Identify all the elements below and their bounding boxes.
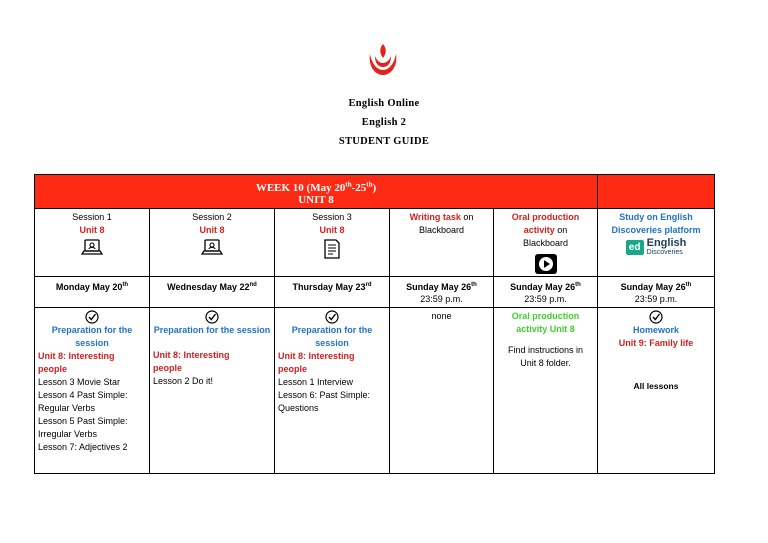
deadline-time: 23:59 p.m.: [420, 293, 463, 304]
document-icon: [322, 239, 342, 259]
study-platform-cell: Study on English Discoveries platform ed English Discoveries: [598, 208, 715, 276]
date-cell-6: Sunday May 26th 23:59 p.m.: [598, 276, 715, 307]
blackboard-label: Blackboard: [418, 224, 465, 235]
session-unit: Unit 8: [199, 224, 225, 235]
date-cell-2: Wednesday May 22nd: [150, 276, 275, 307]
session-2-cell: [150, 208, 275, 276]
all-lessons-text: All lessons: [633, 380, 679, 391]
date-cell-5: Sunday May 26th 23:59 p.m.: [494, 276, 598, 307]
checkmark-circle-icon: [205, 310, 219, 324]
session-unit: Unit 8: [79, 224, 105, 235]
lesson-list: Lesson 3 Movie Star Lesson 4 Past Simple: Regular Verbs Lesson 5 Past Simple: Irregular Verbs Lesson 7: Adjectives 2: [38, 376, 128, 452]
lesson-list: Lesson 2 Do it!: [153, 375, 214, 386]
guide-title: STUDENT GUIDE: [338, 136, 430, 147]
checkmark-circle-icon: [85, 310, 99, 324]
week-banner-row: [35, 175, 715, 209]
date-cell-4: Sunday May 26th 23:59 p.m.: [390, 276, 494, 307]
checkmark-circle-icon: [325, 310, 339, 324]
content-cell-3: Preparation for the session Unit 8: Interesting people Lesson 1 Interview Lesson 6: Past Simple: Questions: [275, 307, 390, 473]
oral-production-label: Oral production: [511, 211, 580, 222]
week-banner-empty: [598, 175, 715, 209]
session-label: Session 2: [192, 211, 232, 222]
deadline-time: 23:59 p.m.: [634, 293, 678, 304]
blackboard-label: Blackboard: [522, 237, 569, 248]
content-cell-5: Oral production activity Unit 8 Find instructions in Unit 8 folder.: [494, 307, 598, 473]
writing-task-label: Writing task: [409, 211, 461, 222]
university-logo: [365, 42, 401, 78]
writing-task-cell: Writing task on Blackboard: [390, 208, 494, 276]
unit-title: UNIT 8: [298, 193, 334, 206]
play-icon: [535, 254, 557, 274]
english-discoveries-logo: ed English Discoveries: [626, 239, 687, 257]
session-unit: Unit 8: [319, 224, 345, 235]
course-name: English Online: [348, 98, 420, 109]
deadline-time: 23:59 p.m.: [524, 293, 567, 304]
oral-production-cell: Oral production activity on Blackboard: [494, 208, 598, 276]
date-cell-1: Monday May 20th: [35, 276, 150, 307]
content-cell-4: [390, 307, 494, 473]
content-cell-1: Preparation for the session Unit 8: Interesting people Lesson 3 Movie Star Lesson 4 Past Simple: Regular Verbs Lesson 5 Past Simple: Irregular Verbs Lesson 7: Adjectives 2: [35, 307, 150, 473]
checkmark-circle-icon: [649, 310, 663, 324]
course-level: English 2: [361, 117, 407, 128]
content-cell-2: Preparation for the session Unit 8: Interesting people Lesson 2 Do it!: [150, 307, 275, 473]
lesson-list: Lesson 1 Interview Lesson 6: Past Simple: Questions: [278, 376, 371, 413]
content-row: [35, 307, 715, 473]
week-title: WEEK 10 (May 20th-25th): [255, 180, 377, 194]
laptop-icon: [81, 239, 103, 257]
session-row: [35, 208, 715, 276]
student-guide-table: [34, 174, 715, 474]
study-platform-label: Study on English: [619, 211, 693, 222]
session-label: Session 1: [72, 211, 112, 222]
session-label: Session 3: [312, 211, 352, 222]
week-banner: [35, 175, 598, 209]
content-cell-6: Homework Unit 9: Family life All lessons: [598, 307, 715, 473]
session-1-cell: [35, 208, 150, 276]
none-text: none: [431, 310, 452, 321]
date-cell-3: Thursday May 23rd: [275, 276, 390, 307]
date-row: [35, 276, 715, 307]
laptop-icon: [201, 239, 223, 257]
session-3-cell: [275, 208, 390, 276]
